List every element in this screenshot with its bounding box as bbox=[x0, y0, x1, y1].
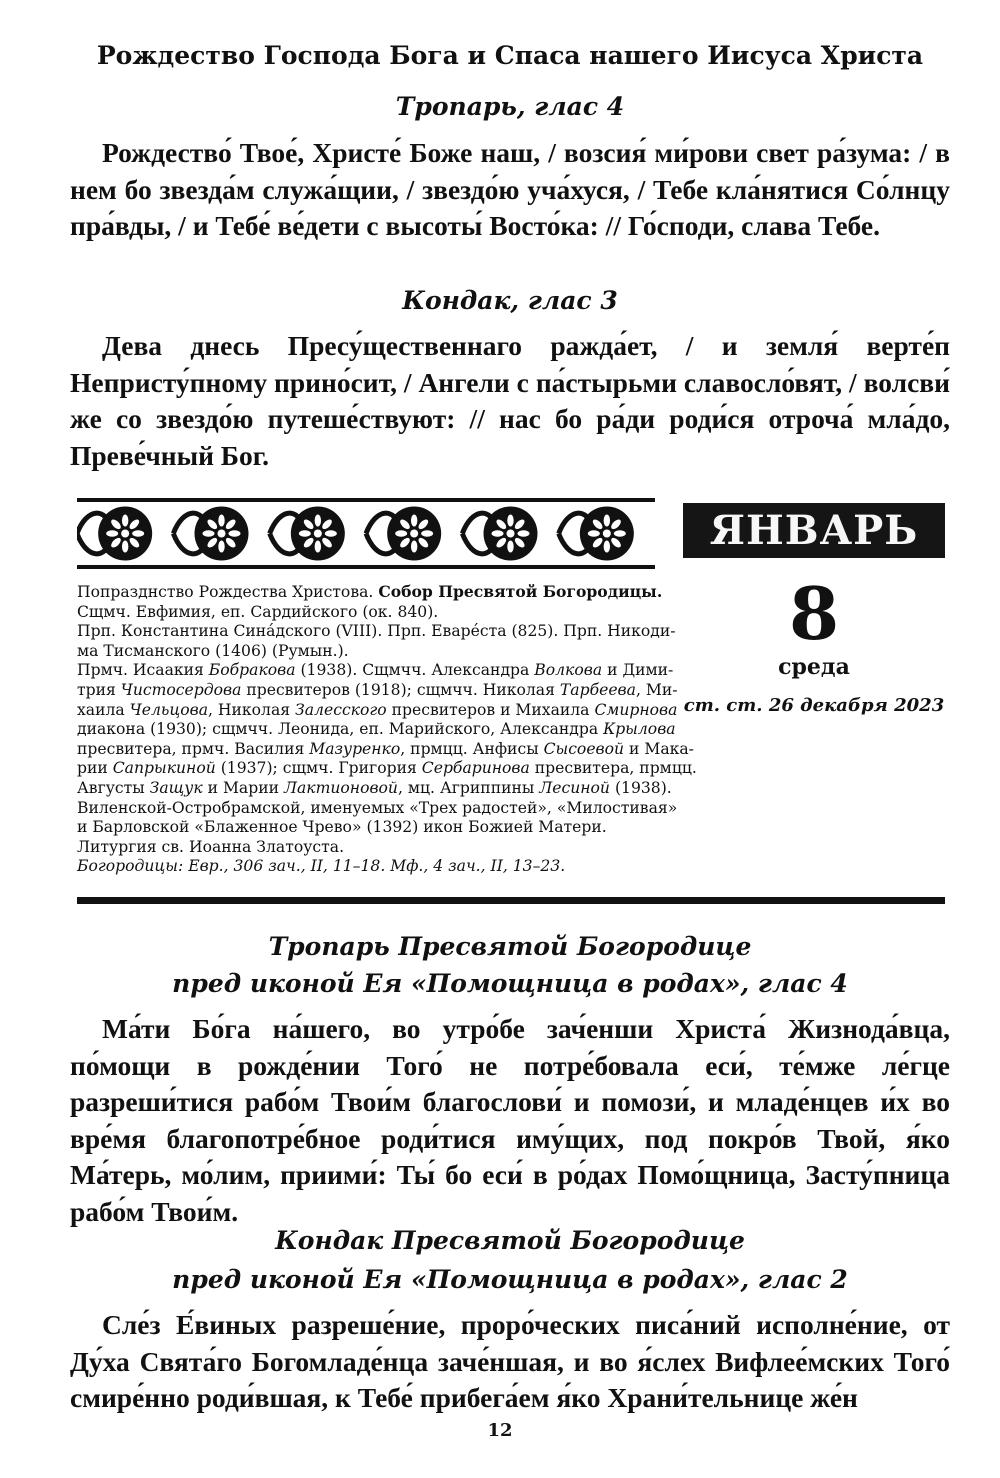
saints-line: Августы Защук и Марии Лактионовой, мц. Агриппины Лесиной (1938). bbox=[77, 778, 672, 797]
saints-line: пресвитера, прмч. Василия Мазуренко, прмцц. Анфисы Сысоевой и Макa- bbox=[77, 739, 694, 758]
saints-line: Попразднство Рождества Христова. Собор Пресвятой Богородицы. bbox=[77, 582, 663, 601]
ornament-flower-icon bbox=[462, 507, 537, 561]
saints-line: Прп. Константина Сина́дского (VIII). Прп. Еваре́ста (825). Прп. Никоди- bbox=[77, 622, 676, 641]
troparion-text: Рождество́ Твое́, Христе́ Боже наш, / возсия́ ми́рови свет ра́зума: / в нем бо звезда́м служа́щии, / звездо́ю уча́хуся, / Тебе кла́нятися Со́лнцу пра́вды, / и Тебе́ ве́дети с высоты́ Восто́ка: // Го́споди, слава Тебе. bbox=[70, 137, 950, 241]
ornament-flower-icon bbox=[173, 507, 248, 561]
weekday-label: среда bbox=[778, 654, 850, 680]
ornament-flower-icon bbox=[77, 507, 152, 561]
saints-line: трия Чистосердова пресвитеров (1918); сщмчч. Николая Тарбеева, Ми- bbox=[77, 680, 678, 699]
theotokos-kontakion-subtitle: пред иконой Ея «Помощница в родах», глас 2 bbox=[172, 1265, 848, 1294]
saints-line: рии Сапрыкиной (1937); сщмч. Григория Сербаринова пресвитера, прмцц. bbox=[77, 759, 697, 778]
saints-line: и Барловской «Блаженное Чрево» (1392) икон Божией Матери. bbox=[77, 818, 607, 837]
theotokos-troparion-title: Тропарь Пресвятой Богородице bbox=[268, 932, 752, 961]
old-style-date: ст. ст. 26 декабря 2023 bbox=[683, 695, 945, 716]
theotokos-kontakion-title: Кондак Пресвятой Богородице bbox=[275, 1226, 745, 1255]
saints-line: Прмч. Исаакия Бобракова (1938). Сщмчч. Александра Волкова и Дими- bbox=[77, 661, 674, 680]
kontakion-title: Кондак, глас 3 bbox=[402, 286, 618, 315]
ornament-flower-icon bbox=[270, 507, 345, 561]
calendar-saints-list bbox=[77, 582, 697, 877]
saints-line: Виленской-Остробрамской, именуемых «Трех радостей», «Милостивая» bbox=[77, 798, 678, 817]
ornament-flower-icon bbox=[366, 507, 441, 561]
theotokos-troparion-subtitle: пред иконой Ея «Помощница в родах», глас 4 bbox=[172, 969, 848, 998]
day-number: 8 bbox=[788, 571, 840, 656]
kontakion-text: Дева днесь Пресу́щественнаго pажда́ет, / и земля́ верте́п Непристу́пному прино́сит, / Ангели с па́стырьми славосло́вят, / волсви́ же со звездо́ю путеше́ствуют: // нас бо ра́ди роди́ся отроча́ мла́до, Преве́чный Бог. bbox=[70, 330, 950, 471]
saints-line: Богородицы: Евр., 306 зач., II, 11–18. Мф., 4 зач., II, 13–23. bbox=[77, 857, 566, 876]
saints-line: ма Тисманского (1406) (Румын.). bbox=[77, 641, 349, 660]
ornament-flower-icon bbox=[559, 507, 634, 561]
month-label: ЯНВАРЬ bbox=[683, 503, 945, 558]
theotokos-troparion-text: Ма́ти Бо́га на́шего, во утро́бе зач́енши Христа́ Жизнода́вца, по́мощи в рожде́нии Того́ не потре́бовала еси́, те́мже ле́гце разреши́тися рабо́м Твои́м благослови́ и помози́, и младе́нцев и́х во вре́мя благопотре́бное роди́тися иму́щих, под покро́в Твой, я́ко Ма́терь, мо́лим, приими́: Ты́ бо еси́ в ро́дах Помо́щница, Засту́пница рабо́м Твои́м. bbox=[70, 1013, 950, 1227]
saints-line: Сщмч. Евфимия, еп. Сардийского (ок. 840). bbox=[77, 602, 439, 621]
saints-line: хаила Чельцова, Николая Залесского пресвитеров и Михаила Смирнова bbox=[77, 700, 678, 719]
troparion-title: Тропарь, глас 4 bbox=[395, 92, 625, 121]
page-number: 12 bbox=[487, 1420, 513, 1441]
saints-line: диакона (1930); сщмчч. Леонида, еп. Марийского, Александра Крылова bbox=[77, 720, 676, 739]
section-divider bbox=[77, 897, 945, 904]
theotokos-kontakion-text: Сле́з Е́виных разреше́ние, проро́ческих писа́ний исполне́ние, от Ду́ха Свята́го Богомладе́нца заче́ншая, и во я́слех Вифлее́мских Того́ смире́нно роди́вшая, к Тебе́ прибега́ем я́ко Храни́тельнице же́н bbox=[70, 1309, 950, 1413]
feast-title: Рождество Господа Бога и Спаса нашего Иисуса Христа bbox=[96, 41, 924, 70]
ornamental-flower-band-icon bbox=[77, 497, 655, 570]
saints-line: Литургия св. Иоанна Златоуста. bbox=[77, 837, 345, 856]
